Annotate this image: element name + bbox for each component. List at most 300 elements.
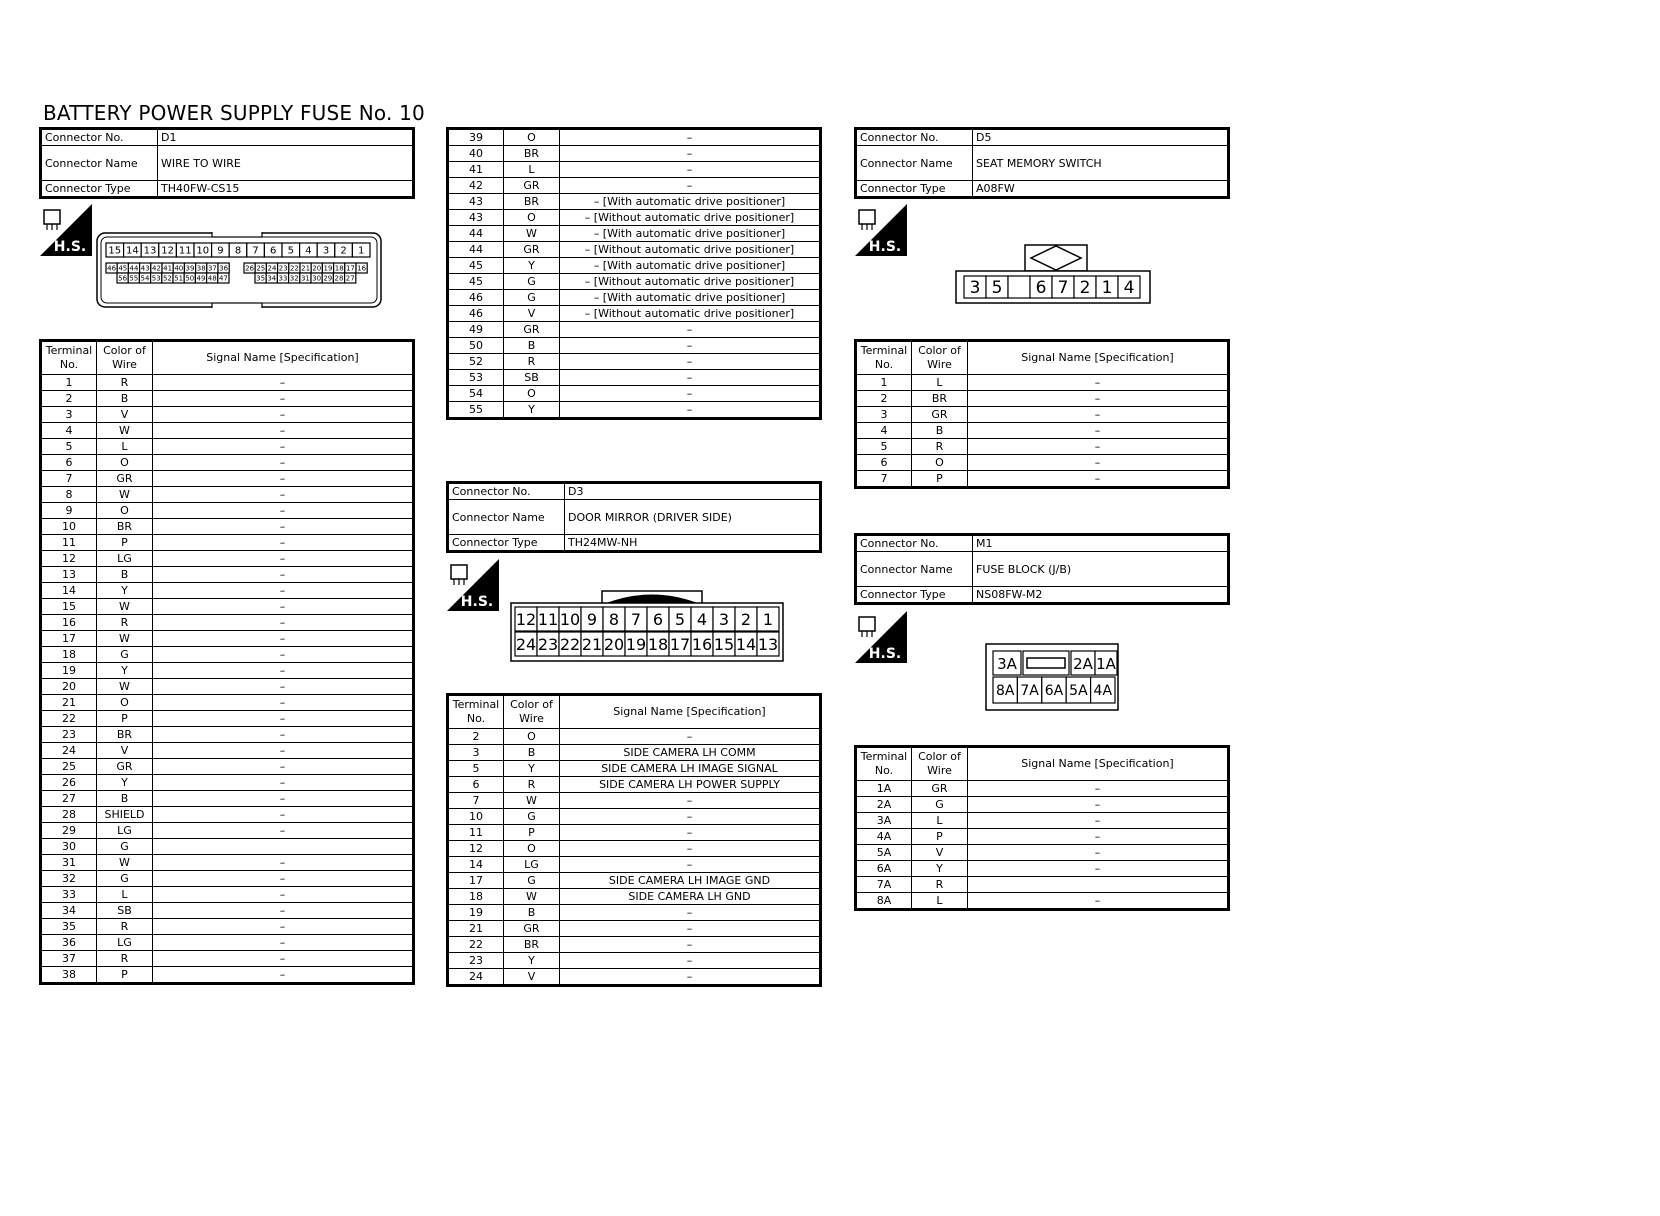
terminal-no-cell: 3 [41,407,97,423]
table-row [41,439,414,455]
pin-number: 32 [289,274,299,283]
pin-number: 20 [603,634,625,654]
terminal-no-cell: 40 [448,146,504,162]
table-row [448,242,821,258]
signal-name-cell: – [153,807,414,823]
m1-connector-face [985,643,1119,715]
pin-number: 10 [559,609,581,629]
pin-number: 4 [696,609,708,629]
signal-name-header: Signal Name [Specification] [153,341,414,375]
wire-color-cell: SB [504,370,560,386]
wire-color-cell: L [912,813,968,829]
signal-name-cell: SIDE CAMERA LH IMAGE GND [560,873,821,889]
hs-badge-icon [855,611,907,663]
d3-connector-face [510,583,784,667]
terminal-no-cell: 55 [448,402,504,419]
table-row [41,647,414,663]
wire-color-cell: BR [97,519,153,535]
terminal-no-cell: 6 [448,777,504,793]
pin-number: 3A [997,655,1017,673]
table-row [448,129,821,146]
table-row [448,194,821,210]
signal-name-cell: – [968,375,1229,391]
signal-name-cell: – [153,631,414,647]
table-row [448,857,821,873]
signal-name-cell: – [968,845,1229,861]
connector-type-label: Connector Type [448,535,565,552]
pin-number: 6A [1044,683,1064,700]
wire-color-cell: SHIELD [97,807,153,823]
signal-name-cell: – [153,423,414,439]
signal-name-cell: – [968,781,1229,797]
signal-name-cell: – [560,338,821,354]
terminal-no-cell: 2A [856,797,912,813]
signal-name-cell: – [153,407,414,423]
m1-pin-table [854,745,1230,911]
terminal-no-cell: 14 [41,583,97,599]
signal-name-cell: – [With automatic drive positioner] [560,290,821,306]
table-row [41,711,414,727]
pin-number: 17 [669,634,691,654]
table-row [41,951,414,967]
signal-name-cell: – [560,905,821,921]
terminal-no-cell: 34 [41,903,97,919]
pin-number: 18 [334,264,344,273]
terminal-no-cell: 23 [41,727,97,743]
connector-type-label: Connector Type [41,181,158,198]
signal-name-cell: – [560,370,821,386]
color-of-wire-header: Color of Wire [912,341,968,375]
terminal-no-cell: 31 [41,855,97,871]
d1-connector-name: WIRE TO WIRE [158,146,414,181]
wire-color-cell: BR [97,727,153,743]
wire-color-cell: LG [97,935,153,951]
terminal-no-cell: 54 [448,386,504,402]
wire-color-cell: W [504,793,560,809]
connector-name-label: Connector Name [41,146,158,181]
terminal-no-cell: 8A [856,893,912,910]
terminal-no-cell: 3 [856,407,912,423]
wire-color-cell: P [97,535,153,551]
wire-color-cell: SB [97,903,153,919]
terminal-no-cell: 7 [856,471,912,488]
pin-number: 1 [762,609,774,629]
wire-color-cell: G [504,290,560,306]
signal-name-cell: – [968,455,1229,471]
terminal-no-cell: 35 [41,919,97,935]
pin-number: 22 [559,634,581,654]
pin-number: 12 [515,609,537,629]
pin-number: 24 [267,264,277,273]
wire-color-cell: O [504,729,560,745]
terminal-no-cell: 42 [448,178,504,194]
pin-number: 4 [305,245,312,257]
terminal-no-cell: 22 [41,711,97,727]
terminal-no-header: Terminal No. [856,341,912,375]
pin-number: 12 [161,245,174,257]
pin-number: 5 [287,245,294,257]
connector-name-label: Connector Name [856,552,973,587]
connector-no-label: Connector No. [856,129,973,146]
signal-name-cell: – [968,829,1229,845]
m1-connector-name: FUSE BLOCK (J/B) [973,552,1229,587]
pin-number: 8 [608,609,620,629]
terminal-no-cell: 41 [448,162,504,178]
wire-color-cell: P [97,711,153,727]
wire-color-cell: GR [504,322,560,338]
pin-number: 4 [1123,278,1135,299]
wire-color-cell: GR [504,242,560,258]
signal-name-cell: – [560,354,821,370]
signal-name-cell: – [560,857,821,873]
d3-pin-table [446,693,822,987]
table-row [448,146,821,162]
table-row [41,551,414,567]
color-of-wire-header: Color of Wire [912,747,968,781]
pin-number: 5 [674,609,686,629]
signal-name-cell: – [968,861,1229,877]
connector-type-label: Connector Type [856,587,973,604]
wire-color-cell: O [97,503,153,519]
terminal-no-cell: 14 [448,857,504,873]
table-row [448,825,821,841]
signal-name-cell: – [153,903,414,919]
terminal-no-header: Terminal No. [448,695,504,729]
pin-number: 56 [118,274,128,283]
wire-color-cell: Y [97,663,153,679]
pin-number: 21 [301,264,311,273]
signal-name-cell: – [560,953,821,969]
pin-number: 1 [1101,278,1113,299]
signal-name-cell: – [968,893,1229,910]
pin-number: 11 [178,245,192,257]
terminal-no-cell: 10 [41,519,97,535]
signal-name-cell: – [With automatic drive positioner] [560,258,821,274]
signal-name-cell: – [153,567,414,583]
d1-info [39,127,415,199]
d1-connector-face [96,232,382,312]
signal-name-cell: – [153,823,414,839]
pin-number: 2 [740,609,752,629]
signal-name-cell: – [968,471,1229,488]
wire-color-cell: Y [504,953,560,969]
table-row [41,567,414,583]
table-row [448,370,821,386]
table-row [41,679,414,695]
table-row [856,813,1229,829]
wire-color-cell: Y [912,861,968,877]
wire-color-cell: R [97,919,153,935]
pin-number: 34 [267,274,277,283]
pin-number: 3 [969,278,981,299]
wire-color-cell: P [97,967,153,984]
signal-name-cell [153,839,414,855]
terminal-no-cell: 37 [41,951,97,967]
wire-color-cell: R [97,951,153,967]
pin-number: 25 [256,264,266,273]
table-row [41,839,414,855]
pin-number: 52 [162,274,172,283]
terminal-no-cell: 49 [448,322,504,338]
table-row [41,407,414,423]
table-row [41,871,414,887]
terminal-no-cell: 45 [448,274,504,290]
pin-number: 27 [345,274,355,283]
table-row [41,583,414,599]
pin-number: 16 [691,634,713,654]
pin-number: 1A [1096,655,1116,673]
pin-number: 15 [713,634,735,654]
connector-type-label: Connector Type [856,181,973,198]
terminal-no-cell: 6 [856,455,912,471]
wire-color-cell: O [97,455,153,471]
pin-number: 23 [278,264,288,273]
signal-name-cell: – [560,129,821,146]
d1-connector-type: TH40FW-CS15 [158,181,414,198]
table-row [448,386,821,402]
wire-color-cell: B [504,905,560,921]
signal-name-cell: – [153,711,414,727]
signal-name-cell: – [560,386,821,402]
table-row [448,226,821,242]
terminal-no-cell: 3 [448,745,504,761]
pin-number: 21 [581,634,603,654]
wire-color-cell: B [912,423,968,439]
wire-color-cell: L [97,439,153,455]
terminal-no-cell: 28 [41,807,97,823]
terminal-no-cell: 12 [41,551,97,567]
wire-color-cell: O [97,695,153,711]
signal-name-cell: – [153,695,414,711]
table-row [41,599,414,615]
pin-number: 53 [151,274,161,283]
wire-color-cell: BR [504,937,560,953]
wire-color-cell: R [97,375,153,391]
terminal-no-cell: 29 [41,823,97,839]
terminal-no-cell: 10 [448,809,504,825]
terminal-no-cell: 11 [41,535,97,551]
m1-connector-no: M1 [973,535,1229,552]
signal-name-cell: – [968,407,1229,423]
table-row [41,375,414,391]
table-row [41,663,414,679]
terminal-no-cell: 4A [856,829,912,845]
signal-name-cell: – [153,551,414,567]
connector-no-label: Connector No. [856,535,973,552]
pin-number: 41 [163,264,173,273]
pin-number: 22 [289,264,299,273]
table-row [856,407,1229,423]
wire-color-cell: V [504,306,560,322]
signal-name-header: Signal Name [Specification] [968,341,1229,375]
signal-name-cell: – [968,439,1229,455]
signal-name-cell: – [153,615,414,631]
pin-number: 42 [151,264,161,273]
table-row [41,535,414,551]
table-row [41,615,414,631]
wire-color-cell: B [97,791,153,807]
table-row [448,178,821,194]
pin-number: 51 [174,274,184,283]
pin-number: 45 [118,264,128,273]
signal-name-cell: – [560,178,821,194]
signal-name-cell: – [153,583,414,599]
pin-number: 44 [129,264,139,273]
wire-color-cell: O [504,841,560,857]
table-row [448,841,821,857]
terminal-no-cell: 2 [856,391,912,407]
d5-connector-face [955,242,1151,308]
table-row [448,761,821,777]
wire-color-cell: Y [97,583,153,599]
table-row [448,322,821,338]
pin-number: 13 [757,634,779,654]
table-row [856,439,1229,455]
table-row [856,829,1229,845]
connector-no-label: Connector No. [448,483,565,500]
wire-color-cell: L [912,893,968,910]
wire-color-cell: O [504,386,560,402]
table-row [448,729,821,745]
wire-color-cell: W [97,487,153,503]
terminal-no-cell: 44 [448,242,504,258]
wire-color-cell: B [97,391,153,407]
terminal-no-cell: 18 [41,647,97,663]
terminal-no-cell: 22 [448,937,504,953]
pin-number: 54 [140,274,150,283]
signal-name-cell: – [153,919,414,935]
pin-number: 26 [245,264,255,273]
pin-number: 3 [322,245,330,257]
terminal-no-cell: 19 [41,663,97,679]
terminal-no-cell: 44 [448,226,504,242]
wire-color-cell: V [97,743,153,759]
color-of-wire-header: Color of Wire [97,341,153,375]
wire-color-cell: GR [97,759,153,775]
pin-number: 6 [270,245,277,257]
wire-color-cell: R [504,777,560,793]
signal-name-cell: – [153,503,414,519]
pin-number: 2 [340,245,347,257]
signal-name-cell: – [153,791,414,807]
wire-color-cell: G [97,871,153,887]
wire-color-cell: Y [504,402,560,419]
signal-name-cell: – [153,727,414,743]
wire-color-cell: V [504,969,560,986]
table-row [448,777,821,793]
terminal-no-cell: 7 [41,471,97,487]
wire-color-cell: GR [97,471,153,487]
terminal-no-cell: 8 [41,487,97,503]
pin-cavity [1008,276,1030,298]
d5-connector-no: D5 [973,129,1229,146]
terminal-no-cell: 53 [448,370,504,386]
signal-name-cell: – [With automatic drive positioner] [560,194,821,210]
signal-name-cell: – [153,439,414,455]
terminal-no-cell: 18 [448,889,504,905]
d5-connector-type: A08FW [973,181,1229,198]
signal-name-cell: – [153,887,414,903]
signal-name-cell: – [968,797,1229,813]
signal-name-cell: – [560,162,821,178]
terminal-no-header: Terminal No. [41,341,97,375]
signal-name-cell: – [560,793,821,809]
signal-name-cell: – [With automatic drive positioner] [560,226,821,242]
signal-name-cell: – [560,969,821,986]
table-row [448,338,821,354]
wire-color-cell: LG [97,551,153,567]
m1-info [854,533,1230,605]
signal-name-cell: – [153,935,414,951]
table-row [856,845,1229,861]
pin-number: 47 [218,274,228,283]
pin-number: 38 [196,264,206,273]
terminal-no-cell: 4 [41,423,97,439]
pin-number: 9 [217,245,224,257]
table-row [41,807,414,823]
terminal-no-cell: 19 [448,905,504,921]
svg-text:H.S.: H.S. [868,646,902,662]
table-row [41,471,414,487]
pin-number: 6 [1035,278,1047,299]
pin-number: 2 [1079,278,1091,299]
terminal-no-cell: 15 [41,599,97,615]
wire-color-cell: LG [504,857,560,873]
wire-color-cell: G [912,797,968,813]
wire-color-cell: L [97,887,153,903]
pin-number: 5 [991,278,1003,299]
pin-number: 3 [718,609,730,629]
terminal-no-cell: 39 [448,129,504,146]
table-row [448,162,821,178]
signal-name-cell: SIDE CAMERA LH IMAGE SIGNAL [560,761,821,777]
pin-number: 24 [515,634,537,654]
signal-name-cell: – [Without automatic drive positioner] [560,274,821,290]
pin-number: 7 [252,245,259,257]
signal-name-cell: – [560,809,821,825]
pin-number: 36 [219,264,229,273]
wire-color-cell: Y [97,775,153,791]
terminal-no-cell: 32 [41,871,97,887]
pin-number: 13 [143,245,157,257]
signal-name-cell [968,877,1229,893]
hs-badge-icon [855,204,907,256]
terminal-no-cell: 43 [448,210,504,226]
pin-number: 37 [207,264,217,273]
table-row [41,727,414,743]
wire-color-cell: R [504,354,560,370]
terminal-no-cell: 26 [41,775,97,791]
table-row [41,967,414,984]
terminal-no-cell: 46 [448,290,504,306]
wire-color-cell: O [504,129,560,146]
table-row [448,905,821,921]
signal-name-cell: – [153,775,414,791]
terminal-no-cell: 3A [856,813,912,829]
terminal-no-cell: 12 [448,841,504,857]
table-row [856,391,1229,407]
signal-name-cell: – [Without automatic drive positioner] [560,210,821,226]
d3-info [446,481,822,553]
signal-name-cell: – [560,729,821,745]
pin-number: 35 [256,274,266,283]
signal-name-header: Signal Name [Specification] [968,747,1229,781]
table-row [448,953,821,969]
connector-key [1027,658,1065,668]
signal-name-cell: – [560,402,821,419]
pin-number: 46 [107,264,117,273]
table-row [856,781,1229,797]
